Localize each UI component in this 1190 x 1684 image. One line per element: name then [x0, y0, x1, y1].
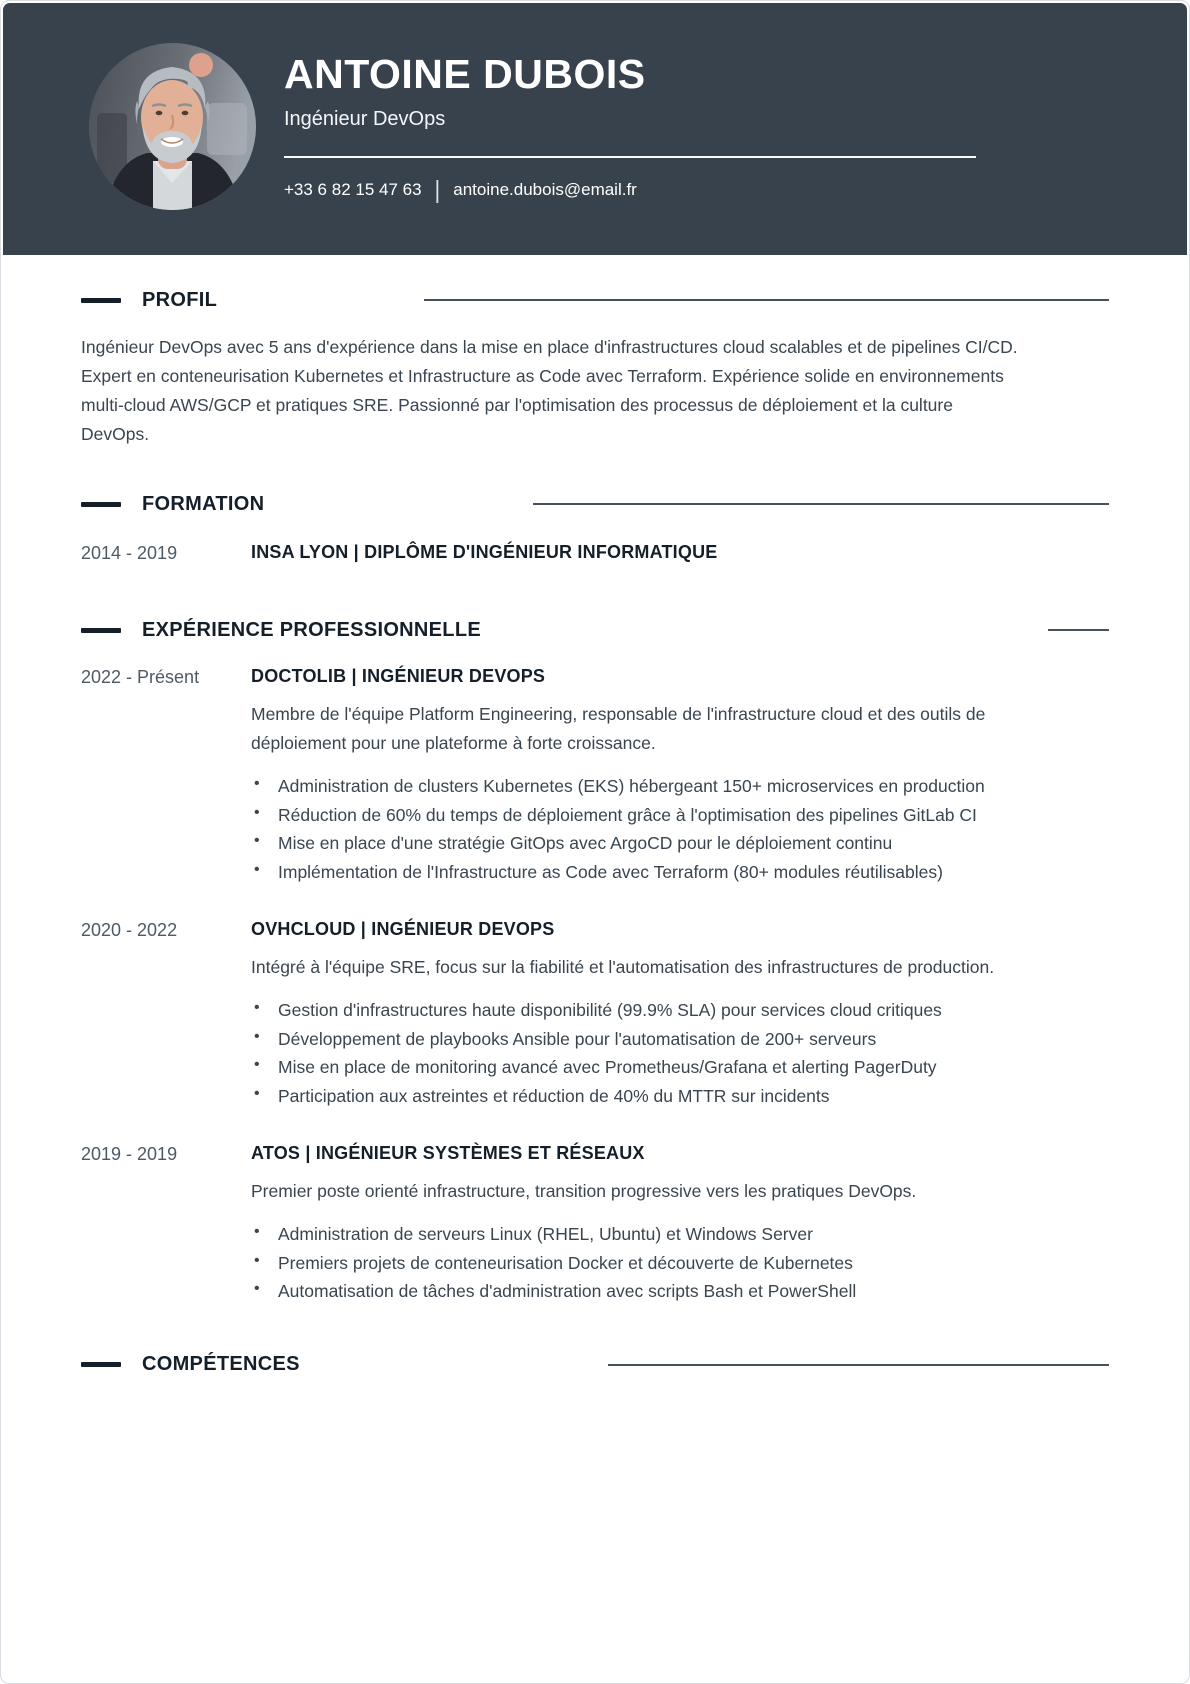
section-dash-icon: [81, 628, 121, 633]
contact-separator: |: [434, 174, 441, 204]
section-dash-icon: [81, 502, 121, 507]
job-entry-doctolib: [81, 665, 1109, 886]
bullet-item: • Gestion d'infrastructures haute disponibilité (99.9% SLA) pour services cloud critiques: [251, 996, 1086, 1025]
bullet-item: • Automatisation de tâches d'administration avec scripts Bash et PowerShell: [251, 1277, 1086, 1306]
job-bullet-list: [251, 996, 1109, 1110]
phone-number: +33 6 82 15 47 63: [284, 179, 422, 199]
header-text: [284, 3, 984, 203]
section-experience: [81, 617, 1109, 1306]
section-title-profil: PROFIL: [142, 288, 218, 311]
bullet-item: • Participation aux astreintes et réduction de 40% du MTTR sur incidents: [251, 1082, 1086, 1111]
education-dates: 2014 - 2019: [81, 543, 178, 563]
bullet-item: • Mise en place de monitoring avancé avec Prometheus/Grafana et alerting PagerDuty: [251, 1053, 1086, 1082]
education-entry: [81, 541, 1109, 565]
job-bullet-list: [251, 1220, 1109, 1306]
job-title: ATOS | INGÉNIEUR SYSTÈMES ET RÉSEAUX: [251, 1143, 645, 1163]
job-description: Membre de l'équipe Platform Engineering, responsable de l'infrastructure cloud et des outils de déploiement pour une plateforme à forte croissance.: [251, 704, 986, 753]
section-rule: [424, 299, 1109, 301]
portrait-photo-icon: [89, 43, 256, 210]
job-description: Intégré à l'équipe SRE, focus sur la fiabilité et l'automatisation des infrastructures de production.: [251, 957, 995, 977]
contact-line: [284, 174, 984, 204]
section-heading-competences: [81, 1352, 1109, 1378]
bullet-item: • Réduction de 60% du temps de déploiement grâce à l'optimisation des pipelines GitLab CI: [251, 801, 1086, 830]
section-formation: [81, 491, 1109, 565]
section-title-formation: FORMATION: [142, 492, 265, 515]
section-title-competences: COMPÉTENCES: [142, 1353, 300, 1375]
section-rule: [533, 503, 1109, 505]
section-heading-formation: [81, 491, 1109, 517]
job-title: OVHCLOUD | INGÉNIEUR DEVOPS: [251, 919, 555, 939]
bullet-item: • Mise en place d'une stratégie GitOps avec ArgoCD pour le déploiement continu: [251, 829, 1086, 858]
section-heading-experience: [81, 617, 1109, 643]
job-dates: 2022 - Présent: [81, 667, 200, 687]
job-content: [251, 918, 1109, 1110]
avatar: [89, 43, 256, 210]
cv-body: [1, 287, 1189, 1378]
section-dash-icon: [81, 1362, 121, 1367]
section-profil: [81, 287, 1109, 449]
bullet-item: • Premiers projets de conteneurisation Docker et découverte de Kubernetes: [251, 1249, 1086, 1278]
job-content: [251, 665, 1109, 886]
bullet-item: • Administration de clusters Kubernetes (EKS) hébergeant 150+ microservices en production: [251, 772, 1041, 801]
job-content: [251, 1142, 1109, 1306]
section-rule: [1048, 629, 1109, 631]
bullet-item: • Administration de serveurs Linux (RHEL, Ubuntu) et Windows Server: [251, 1220, 1086, 1249]
job-dates: 2019 - 2019: [81, 1144, 178, 1164]
name-heading: ANTOINE DUBOIS: [284, 51, 646, 97]
job-description: Premier poste orienté infrastructure, transition progressive vers les pratiques DevOps.: [251, 1181, 917, 1201]
section-competences: [81, 1352, 1109, 1378]
email-address: antoine.dubois@email.fr: [453, 179, 637, 199]
job-title: DOCTOLIB | INGÉNIEUR DEVOPS: [251, 666, 546, 686]
bullet-item: • Implémentation de l'Infrastructure as Code avec Terraform (80+ modules réutilisables): [251, 858, 1086, 887]
job-bullet-list: [251, 772, 1109, 886]
job-dates: 2020 - 2022: [81, 920, 178, 940]
section-rule: [608, 1364, 1109, 1366]
bullet-item: • Développement de playbooks Ansible pour l'automatisation de 200+ serveurs: [251, 1025, 1086, 1054]
job-title-subtitle: Ingénieur DevOps: [284, 108, 446, 130]
job-entry-atos: [81, 1142, 1109, 1306]
job-entry-ovhcloud: [81, 918, 1109, 1110]
profil-paragraph: Ingénieur DevOps avec 5 ans d'expérience dans la mise en place d'infrastructures cloud scalables et de pipelines CI/CD. Expert en conteneurisation Kubernetes et Infrastructure as Code avec Terraform. Expérience solide en environnements multi-cloud AWS/GCP et pratiques SRE. Passionné par l'optimisation des processus de déploiement et la culture DevOps.: [81, 337, 1018, 444]
header-divider: [284, 156, 976, 158]
section-title-experience: EXPÉRIENCE PROFESSIONNELLE: [142, 618, 481, 641]
education-title: INSA LYON | DIPLÔME D'INGÉNIEUR INFORMATIQUE: [251, 542, 718, 562]
section-heading-profil: [81, 287, 1109, 313]
header: [3, 3, 1187, 255]
section-dash-icon: [81, 298, 121, 303]
